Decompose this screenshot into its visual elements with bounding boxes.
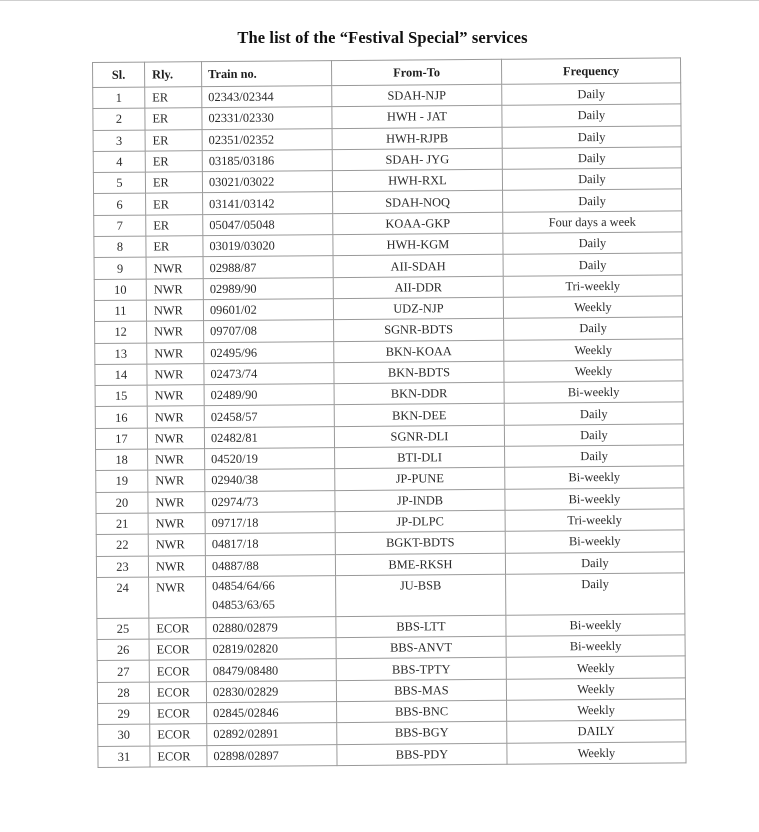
cell-train-no: 02495/96 <box>204 341 334 363</box>
cell-rly: ECOR <box>149 639 206 661</box>
cell-train-no: 02892/02891 <box>207 723 337 745</box>
cell-frequency: Bi-weekly <box>506 635 685 658</box>
cell-sl: 31 <box>98 746 150 768</box>
cell-sl: 18 <box>96 449 148 471</box>
cell-sl: 16 <box>95 407 147 429</box>
cell-from-to: BKN-KOAA <box>334 340 504 363</box>
cell-from-to: BME-RKSH <box>335 553 505 576</box>
cell-from-to: HWH-RXL <box>332 169 502 192</box>
cell-from-to: BKN-DEE <box>334 404 504 427</box>
cell-rly: ER <box>145 151 202 173</box>
cell-from-to: BKN-BDTS <box>334 361 504 384</box>
cell-frequency: DAILY <box>507 720 686 743</box>
cell-train-no: 08479/08480 <box>206 659 336 681</box>
cell-frequency: Daily <box>502 83 681 106</box>
cell-sl: 21 <box>96 513 148 535</box>
cell-train-no: 09717/18 <box>205 512 335 534</box>
cell-frequency: Daily <box>504 317 683 340</box>
cell-train-no: 09601/02 <box>203 299 333 321</box>
cell-frequency: Weekly <box>503 296 682 319</box>
cell-from-to: BBS-ANVT <box>336 636 506 659</box>
cell-rly: ECOR <box>150 745 207 767</box>
cell-sl: 26 <box>97 639 149 661</box>
cell-frequency: Weekly <box>504 338 683 361</box>
cell-frequency: Weekly <box>506 678 685 701</box>
cell-from-to: HWH-RJPB <box>332 127 502 150</box>
table-row <box>98 741 686 767</box>
cell-sl: 14 <box>95 364 147 386</box>
cell-rly: NWR <box>147 406 204 428</box>
cell-frequency: Weekly <box>507 741 686 764</box>
cell-rly: NWR <box>147 321 204 343</box>
cell-train-no: 04887/88 <box>205 554 335 576</box>
cell-rly: NWR <box>147 342 204 364</box>
cell-sl: 27 <box>97 660 149 682</box>
header-from-to: From-To <box>331 59 501 85</box>
cell-train-no: 05047/05048 <box>203 213 333 235</box>
cell-sl: 17 <box>95 428 147 450</box>
cell-rly: NWR <box>149 576 206 617</box>
cell-sl: 12 <box>95 321 147 343</box>
cell-frequency: Daily <box>502 147 681 170</box>
cell-train-no: 02988/87 <box>203 256 333 278</box>
cell-frequency: Bi-weekly <box>505 488 684 511</box>
cell-from-to: BBS-BNC <box>337 700 507 723</box>
cell-train-no: 02343/02344 <box>202 86 332 108</box>
cell-frequency: Tri-weekly <box>503 275 682 298</box>
cell-frequency: Bi-weekly <box>504 381 683 404</box>
train-no-line: 04853/63/65 <box>212 597 275 612</box>
cell-train-no: 02458/57 <box>204 405 334 427</box>
cell-rly: ECOR <box>149 617 206 639</box>
header-sl: Sl. <box>93 62 145 87</box>
cell-frequency: Four days a week <box>503 211 682 234</box>
cell-rly: ER <box>146 193 203 215</box>
table-body <box>93 83 686 768</box>
cell-train-no <box>206 575 336 617</box>
cell-rly: NWR <box>147 427 204 449</box>
cell-frequency: Weekly <box>506 656 685 679</box>
cell-from-to: BBS-PDY <box>337 743 507 766</box>
cell-sl: 28 <box>97 682 149 704</box>
cell-sl: 15 <box>95 385 147 407</box>
cell-train-no: 02331/02330 <box>202 107 332 129</box>
cell-rly: ER <box>145 129 202 151</box>
cell-rly: NWR <box>148 555 205 577</box>
cell-rly: NWR <box>147 385 204 407</box>
cell-sl: 20 <box>96 492 148 514</box>
cell-train-no: 03141/03142 <box>203 192 333 214</box>
cell-from-to: JP-DLPC <box>335 510 505 533</box>
cell-sl: 2 <box>93 108 145 130</box>
cell-from-to: AII-SDAH <box>333 255 503 278</box>
cell-from-to: BKN-DDR <box>334 382 504 405</box>
cell-sl: 1 <box>93 87 145 109</box>
cell-frequency: Daily <box>503 189 682 212</box>
cell-sl: 30 <box>98 724 150 746</box>
cell-from-to: JU-BSB <box>336 574 506 616</box>
cell-train-no: 04817/18 <box>205 533 335 555</box>
cell-sl: 11 <box>94 300 146 322</box>
header-rly: Rly. <box>145 62 202 87</box>
cell-sl: 6 <box>94 194 146 216</box>
cell-from-to: SGNR-DLI <box>334 425 504 448</box>
cell-rly: NWR <box>148 470 205 492</box>
cell-train-no: 02989/90 <box>203 277 333 299</box>
cell-sl: 9 <box>94 257 146 279</box>
header-frequency: Frequency <box>501 58 680 84</box>
cell-from-to: SDAH- JYG <box>332 148 502 171</box>
cell-from-to: SDAH-NJP <box>332 84 502 107</box>
cell-train-no: 04520/19 <box>205 448 335 470</box>
cell-rly: ER <box>145 87 202 109</box>
cell-from-to: BBS-BGY <box>337 722 507 745</box>
cell-frequency: Bi-weekly <box>505 530 684 553</box>
cell-frequency: Daily <box>504 402 683 425</box>
cell-rly: NWR <box>147 363 204 385</box>
cell-from-to: BBS-LTT <box>336 615 506 638</box>
cell-train-no: 02880/02879 <box>206 616 336 638</box>
cell-sl: 10 <box>94 279 146 301</box>
train-no-line: 04854/64/66 <box>212 578 275 593</box>
cell-frequency: Daily <box>502 125 681 148</box>
cell-rly: ECOR <box>149 660 206 682</box>
cell-train-no: 02845/02846 <box>207 702 337 724</box>
cell-train-no: 02898/02897 <box>207 744 337 766</box>
cell-frequency: Bi-weekly <box>506 614 685 637</box>
cell-from-to: JP-INDB <box>335 489 505 512</box>
cell-sl: 22 <box>96 534 148 556</box>
header-train-no: Train no. <box>202 61 332 87</box>
cell-from-to: KOAA-GKP <box>333 212 503 235</box>
cell-frequency: Daily <box>504 424 683 447</box>
cell-from-to: HWH - JAT <box>332 106 502 129</box>
cell-rly: NWR <box>146 300 203 322</box>
cell-sl: 4 <box>93 151 145 173</box>
cell-from-to: BBS-TPTY <box>336 658 506 681</box>
cell-from-to: SDAH-NOQ <box>333 191 503 214</box>
cell-sl: 23 <box>96 556 148 578</box>
cell-from-to: BTI-DLI <box>335 446 505 469</box>
top-divider <box>0 0 759 1</box>
cell-frequency: Weekly <box>507 699 686 722</box>
cell-frequency: Tri-weekly <box>505 509 684 532</box>
festival-services-table <box>92 57 687 768</box>
cell-sl: 7 <box>94 215 146 237</box>
cell-rly: NWR <box>148 449 205 471</box>
cell-rly: ECOR <box>150 703 207 725</box>
document-title: The list of the “Festival Special” services <box>237 28 528 47</box>
cell-rly: NWR <box>148 534 205 556</box>
cell-frequency: Weekly <box>504 360 683 383</box>
cell-train-no: 02351/02352 <box>202 128 332 150</box>
cell-sl: 5 <box>93 172 145 194</box>
cell-from-to: BBS-MAS <box>336 679 506 702</box>
cell-frequency: Bi-weekly <box>505 466 684 489</box>
cell-from-to: BGKT-BDTS <box>335 532 505 555</box>
cell-train-no: 02830/02829 <box>206 680 336 702</box>
cell-train-no: 03019/03020 <box>203 235 333 257</box>
cell-sl: 13 <box>95 343 147 365</box>
cell-train-no: 02974/73 <box>205 490 335 512</box>
cell-train-no: 02940/38 <box>205 469 335 491</box>
cell-sl: 25 <box>97 618 149 640</box>
cell-rly: NWR <box>148 513 205 535</box>
cell-frequency: Daily <box>502 168 681 191</box>
cell-frequency: Daily <box>503 253 682 276</box>
cell-rly: ER <box>146 214 203 236</box>
cell-rly: ER <box>146 236 203 258</box>
cell-frequency: Daily <box>506 573 685 615</box>
cell-train-no: 02819/02820 <box>206 638 336 660</box>
cell-rly: NWR <box>148 491 205 513</box>
cell-train-no: 03185/03186 <box>202 150 332 172</box>
cell-rly: ECOR <box>150 724 207 746</box>
cell-from-to: HWH-KGM <box>333 233 503 256</box>
cell-frequency: Daily <box>505 445 684 468</box>
cell-sl: 3 <box>93 130 145 152</box>
table-row <box>97 573 685 619</box>
cell-train-no: 02482/81 <box>204 426 334 448</box>
cell-rly: NWR <box>146 278 203 300</box>
cell-sl: 8 <box>94 236 146 258</box>
cell-train-no: 02489/90 <box>204 384 334 406</box>
cell-from-to: AII-DDR <box>333 276 503 299</box>
cell-from-to: UDZ-NJP <box>333 297 503 320</box>
cell-sl: 24 <box>97 577 149 618</box>
cell-rly: ER <box>145 172 202 194</box>
cell-from-to: SGNR-BDTS <box>334 319 504 342</box>
cell-frequency: Daily <box>502 104 681 127</box>
cell-rly: ER <box>145 108 202 130</box>
cell-sl: 29 <box>98 703 150 725</box>
cell-sl: 19 <box>96 470 148 492</box>
cell-train-no: 02473/74 <box>204 362 334 384</box>
cell-from-to: JP-PUNE <box>335 468 505 491</box>
cell-train-no: 03021/03022 <box>202 171 332 193</box>
cell-train-no: 09707/08 <box>204 320 334 342</box>
cell-rly: ECOR <box>149 681 206 703</box>
cell-frequency: Daily <box>505 551 684 574</box>
cell-rly: NWR <box>146 257 203 279</box>
cell-frequency: Daily <box>503 232 682 255</box>
